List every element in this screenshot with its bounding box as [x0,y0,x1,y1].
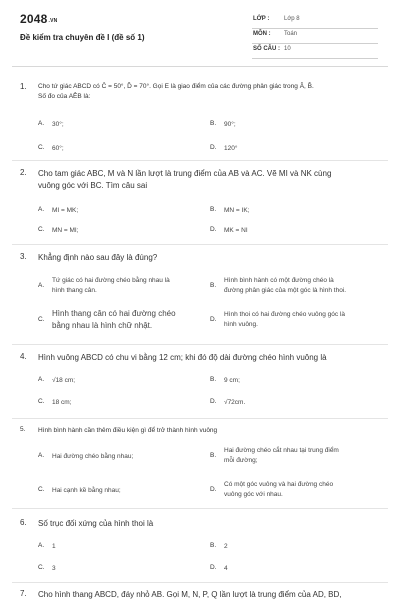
question-separator [12,508,388,509]
question-number: 7. [20,589,27,598]
option-letter: C. [38,398,45,405]
option-text [52,276,202,296]
question-stem [38,82,378,102]
logo-main: 2048 [20,12,48,26]
option-letter: B. [210,282,217,289]
option-letter: D. [210,316,217,323]
option-letter: B. [210,120,217,127]
option-text: MN = IK; [224,207,250,214]
option-letter: A. [38,452,45,459]
question-number: 1. [20,82,27,91]
meta-count [252,44,378,59]
stem-line: Hình bình hành cần thêm điều kiện gì để trở thành hình vuông [38,427,218,434]
option-text: 1 [52,543,56,550]
option-line: hình thang cân. [52,287,97,294]
option-text [52,486,202,496]
question-stem [38,518,378,530]
meta-class-key: LỚP : [253,16,270,22]
page-header [0,0,400,64]
option-text: 120° [224,145,238,152]
question-stem [38,252,378,264]
stem-line: vuông góc với BC. Tìm câu sai [38,181,148,190]
meta-subject-key: MÔN : [253,31,271,37]
option-letter: A. [38,376,45,383]
option-text [224,446,374,466]
stem-line: Số trục đối xứng của hình thoi là [38,519,154,528]
option-letter: D. [210,564,217,571]
question-separator [12,344,388,345]
option-text: 90°; [224,121,236,128]
option-text: 9 cm; [224,377,240,384]
option-text: √18 cm; [52,377,76,384]
meta-class [252,14,378,29]
stem-line: Cho tam giác ABC, M và N lần lượt là trung điểm của AB và AC. Vẽ MI và NK cùng [38,169,332,178]
option-text: 2 [224,543,228,550]
option-letter: C. [38,564,45,571]
option-line: Hình thoi có hai đường chéo vuông góc là [224,311,345,318]
option-letter: B. [210,206,217,213]
question-number: 2. [20,168,27,177]
option-letter: B. [210,542,217,549]
option-line: Hình thang cân có hai đường chéo [52,309,176,318]
logo-sub: .VN [48,18,58,24]
option-text [224,310,374,330]
stem-line: Cho hình thang ABCD, đáy nhỏ AB. Gọi M, N, P, Q lần lượt là trung điểm của AD, BD, [38,590,342,599]
question-separator [12,582,388,583]
question-stem [38,352,378,364]
question-stem [38,589,378,601]
option-text: 18 cm; [52,399,72,406]
option-letter: B. [210,376,217,383]
question-number: 3. [20,252,27,261]
option-text: 30°; [52,121,64,128]
meta-subject [252,29,378,44]
option-line: Có một góc vuông và hai đường chéo [224,481,334,488]
option-text [52,452,202,462]
question-separator [12,244,388,245]
option-letter: A. [38,206,45,213]
option-line: mỗi đường; [224,457,258,464]
option-text [224,480,374,500]
option-letter: D. [210,398,217,405]
option-text: 3 [52,565,56,572]
stem-line: Khẳng định nào sau đây là đúng? [38,253,158,262]
question-number: 6. [20,518,27,527]
option-line: bằng nhau là hình chữ nhật. [52,321,153,330]
option-text: 4 [224,565,228,572]
option-line: Tứ giác có hai đường chéo bằng nhau là [52,277,170,284]
option-letter: D. [210,144,217,151]
option-letter: A. [38,120,45,127]
header-divider [12,66,388,67]
question-stem [38,426,378,436]
meta-class-value: Lớp 8 [284,16,300,22]
option-text: MK = NI [224,227,248,234]
option-line: hình vuông. [224,321,258,328]
option-letter: A. [38,542,45,549]
stem-line: Hình vuông ABCD có chu vi bằng 12 cm; khi đó độ dài đường chéo hình vuông là [38,353,327,362]
meta-count-key: SỐ CÂU : [253,46,280,52]
meta-count-value: 10 [284,46,291,52]
logo [20,12,57,26]
question-number: 4. [20,352,27,361]
question-stem [38,168,378,192]
question-separator [12,418,388,419]
option-text: 60°; [52,145,64,152]
option-letter: C. [38,316,45,323]
option-text [52,308,202,332]
option-line: vuông góc với nhau. [224,491,283,498]
option-line: Hai đường chéo cắt nhau tại trung điểm [224,447,339,454]
document-title: Đề kiểm tra chuyên đề I (đề số 1) [20,33,145,42]
option-letter: C. [38,486,45,493]
option-text: MN = MI; [52,227,79,234]
option-letter: D. [210,226,217,233]
option-text [224,276,374,296]
option-line: Hai đường chéo bằng nhau; [52,453,134,460]
option-line: Hình bình hành có một đường chéo là [224,277,334,284]
option-letter: C. [38,226,45,233]
stem-line: Cho tứ giác ABCD có Ĉ = 50°, D̂ = 70°. Gọi E là giao điểm của các đường phân giác trong Â, B̂. [38,83,314,90]
option-line: đường phân giác của một góc là hình thoi. [224,287,347,294]
option-text: MI = MK; [52,207,79,214]
option-letter: D. [210,486,217,493]
question-separator [12,160,388,161]
stem-line: Số đo của AÊB là: [38,93,91,100]
meta-subject-value: Toán [284,31,298,37]
option-letter: B. [210,452,217,459]
option-text: √72cm. [224,399,246,406]
option-letter: C. [38,144,45,151]
option-letter: A. [38,282,45,289]
question-number: 5. [20,426,26,433]
option-line: Hai cạnh kề bằng nhau; [52,487,121,494]
